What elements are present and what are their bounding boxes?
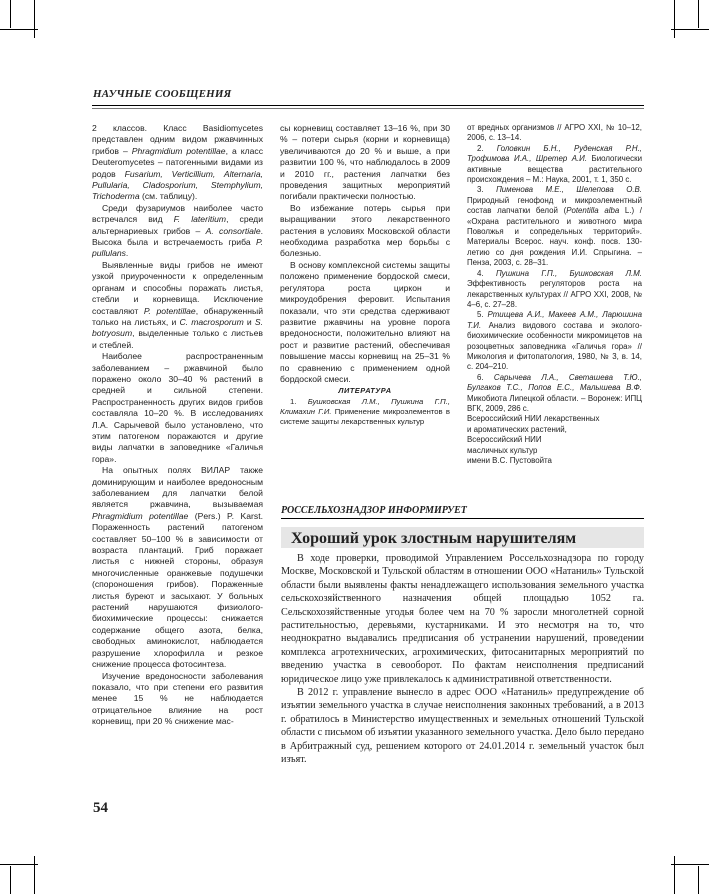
crop-mark — [10, 866, 11, 894]
reference-item: 3. Пименова М.Е., Шелепова О.В. Природный генофонд и микроэлементный состав лапчатки белой (Potentilla alba L.) / «Охрана растительного и животного мира Поволжья и сопредельных территорий». Материалы Всерос. науч. конф. посв. 130-летию со дня рождения И.И. Спрыгина. – Пенза, 2003, с. 28–31. — [467, 185, 642, 268]
page-number: 54 — [93, 800, 108, 816]
reference-item: 4. Пушкина Г.П., Бушковская Л.М. Эффективность регуляторов роста на лекарственных культурах // АГРО XXI, 2008, № 4–6, с. 27–28. — [467, 268, 642, 309]
reference-item: 1. Бушковская Л.М., Пушкина Г.П., Климахин Г.И. Применение микроэлементов в системе защиты лекарственных культур — [280, 396, 451, 426]
paragraph: Среди фузариумов наиболее часто встречался вид F. lateritium, среди альтернариевых грибов – A. consortiale. Высока была и встречаемость гриба P. pullulans. — [92, 202, 263, 259]
paragraph: В 2012 г. управление вынесло в адрес ООО «Натаниль» предупреждение об изъятии земельного участка в случае неисполнения законных требований, а в 2013 г. обратилось в Министерство имущественных и земельных отношений Тульской области с письмом об изъятии указанного земельного участка. Дело было передано в Арбитражный суд, решением которого от 24.01.2014 г. земельный участок был изъят. — [281, 687, 644, 766]
institution: Всероссийский НИИ лекарственных и ароматических растений, Всероссийский НИИ масличных культур имени В.С. Пустовойта — [467, 414, 600, 465]
reference-item: от вредных организмов // АГРО XXI, № 10–12, 2006, с. 13–14. — [467, 123, 642, 143]
crop-mark — [698, 866, 699, 894]
crop-mark — [671, 29, 709, 30]
crop-mark — [0, 864, 38, 865]
text-column-2 — [280, 123, 450, 427]
section-label: НАУЧНЫЕ СООБЩЕНИЯ — [93, 88, 232, 100]
header-rule — [92, 108, 644, 109]
crop-mark — [34, 856, 35, 894]
news-section — [281, 505, 644, 519]
header-rule — [92, 105, 644, 106]
paragraph: Выявленные виды грибов не имеют узкой приуроченности к определенным органам и способны поражать листья, стебли и корневища. Исключение составляют P. potentillae, обнаруженный только на листьях, и C. macrosporum и S. botryosum, выделенные только с листьев и стеблей. — [92, 259, 264, 350]
crop-mark — [0, 29, 38, 30]
crop-mark — [674, 0, 675, 38]
crop-mark — [674, 856, 675, 894]
reference-item: 5. Ртищева А.И., Макеев А.М., Ларюшина Т.И. Анализ видового состава и эколого-биохимические особенности микромицетов на розоцветных заповедника «Галичья гора» // Микология и фитопатология, 1980, № 3, в. 14, с. 204–210. — [467, 310, 642, 372]
article-body — [281, 552, 644, 767]
paragraph: сы корневищ составляет 13–16 %, при 30 % – потери сырья (корни и корневища) увеличиваются до 20 % и выше, а при развитии 100 %, что наблюдалось в 2009 и 2010 гг., растения лапчатки без проведения защитных мероприятий погибали практически полностью. — [280, 123, 450, 202]
paragraph: Изучение вредоносности заболевания показало, что при степени его развития менее 15 % не наблюдается отрицательное влияние на рост корневищ, при 20 % снижение мас- — [92, 670, 263, 727]
news-section-label: РОССЕЛЬХОЗНАДЗОР ИНФОРМИРУЕТ — [281, 505, 467, 516]
text-column-1 — [92, 123, 263, 728]
paragraph: Во избежание потерь сырья при выращивании этого лекарственного растения в условиях Московской области необходима разработка мер борьбы с болезнью. — [280, 202, 450, 259]
references-heading: ЛИТЕРАТУРА — [338, 386, 392, 396]
paragraph: 2 классов. Класс Basidiomycetes представлен одним видом ржавчинных грибов – Phragmidium potentillae, а класс Deuteromycetes – патогенными видами из родов Fusarium, Verticillium, Alternaria, Pullularia, Cladosporium, Stemphylium, Trichoderma (см. таблицу). — [92, 123, 264, 202]
crop-mark — [698, 0, 699, 28]
paragraph: На опытных полях ВИЛАР также доминирующим и наиболее вредоносным заболеванием для лапчатки белой является ржавчина, вызываемая Phragmidium potentillae (Pers.) P. Karst. Пораженность растений патогеном составляет 50–100 % в зависимости от возраста плантаций. Гриб поражает листья с нижней стороны, образуя многочисленные оранжевые подушечки (спороношения грибов). Пораженные листья буреют и засыхают. У больных растений нарушаются физиолого-биохимические процессы: снижается содержание общего азота, белка, свободных аминокислот, наблюдается разрушение хлорофилла и резкое снижение процесса фотосинтеза. — [92, 465, 263, 670]
paragraph: Наиболее распространенным заболеванием – ржавчиной было поражено около 30–40 % растений в средней и сильной степени. Распространенность других видов грибов составляла 10–20 %. В исследованиях Л.А. Сарычевой было установлено, что этим патогеном поражаются и другие виды лапчатки в заповеднике «Галичья гора». — [92, 351, 263, 464]
crop-mark — [671, 864, 709, 865]
text-column-3 — [467, 123, 642, 466]
article-title: Хороший урок злостным нарушителям — [281, 527, 644, 548]
crop-mark — [10, 0, 11, 28]
news-section-rule — [281, 518, 644, 519]
reference-item: 6. Сарычева Л.А., Светашева Т.Ю., Булгаков Т.С., Попов Е.С., Малышева В.Ф. Микобиота Липецкой области. – Воронеж: ИПЦ ВГК, 2009, 286 с. — [467, 372, 642, 413]
paragraph: В ходе проверки, проводимой Управлением Россельхознадзора по городу Москве, Московской и Тульской областям в отношении ООО «Натаниль» Тульской области были выявлены факты ненадлежащего использования земельного участка сельскохозяйственного назначения общей площадью 1052 га. Сельскохозяйственные угодья более чем на 70 % заросли многолетней сорной растительностью, деревьями, кустарниками. И это несмотря на то, что неоднократно выдавались предписания об устранении нарушений, проведении комплекса агротехнических, агрохимических, фитосанитарных мероприятий по введению участка в севооборот. По фактам неисполнения предписаний юридическое лицо уже привлекалось к административной ответственности. — [281, 553, 644, 685]
paragraph: В основу комплексной системы защиты положено применение бордоской смеси, регулятора роста циркон и микроудобрения феровит. Испытания показали, что эти средства сдерживают развитие ржавчины на уровне порога вредоносности, положительно влияют на рост и развитие растений, обеспечивая повышение массы корневищ на 25–31 % по сравнению с применением одной бордоской смеси. — [280, 259, 450, 384]
crop-mark — [34, 0, 35, 38]
reference-item: 2. Головкин Б.Н., Руденская Р.Н., Трофимова И.А., Шретер А.И. Биологически активные вещества растительного происхождения – М.: Наука, 2001, т. 1, 350 с. — [467, 143, 642, 185]
